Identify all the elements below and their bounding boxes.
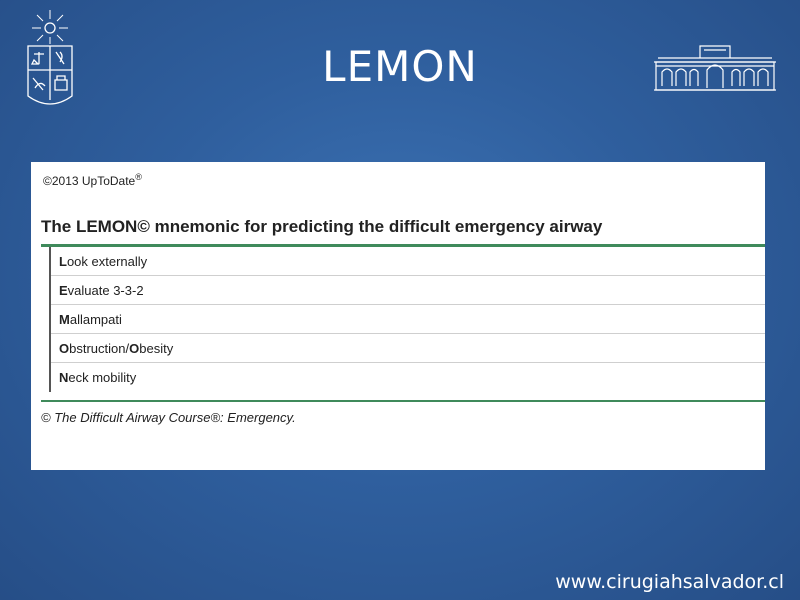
lemon-table <box>49 247 765 392</box>
lemon-table-panel <box>31 162 765 470</box>
table-row <box>51 363 765 392</box>
slide-title: LEMON <box>322 42 478 91</box>
mnemonic-letter: L <box>59 253 67 269</box>
table-row <box>51 334 765 363</box>
website-url: www.cirugiahsalvador.cl <box>555 571 784 593</box>
row-text: allampati <box>69 311 122 327</box>
row-text: valuate 3-3-2 <box>67 282 144 298</box>
table-row <box>51 276 765 305</box>
uptodate-copyright: ©2013 UpToDate® <box>43 172 142 188</box>
mnemonic-letter: O <box>129 340 140 356</box>
row-text: bstruction/ <box>69 340 130 356</box>
table-footnote: © The Difficult Airway Course®: Emergency. <box>41 410 296 425</box>
hospital-building-icon <box>652 42 778 92</box>
mnemonic-letter: M <box>59 311 70 327</box>
table-title: The LEMON© mnemonic for predicting the difficult emergency airway <box>41 217 603 236</box>
row-text: besity <box>139 340 174 356</box>
row-text: ook externally <box>66 253 148 269</box>
mnemonic-letter: E <box>59 282 68 298</box>
row-text: eck mobility <box>68 370 137 385</box>
mnemonic-letter: N <box>59 370 69 385</box>
table-bottom-rule <box>41 400 765 402</box>
table-row <box>51 305 765 334</box>
mnemonic-letter: O <box>59 340 70 356</box>
table-row <box>51 247 765 276</box>
